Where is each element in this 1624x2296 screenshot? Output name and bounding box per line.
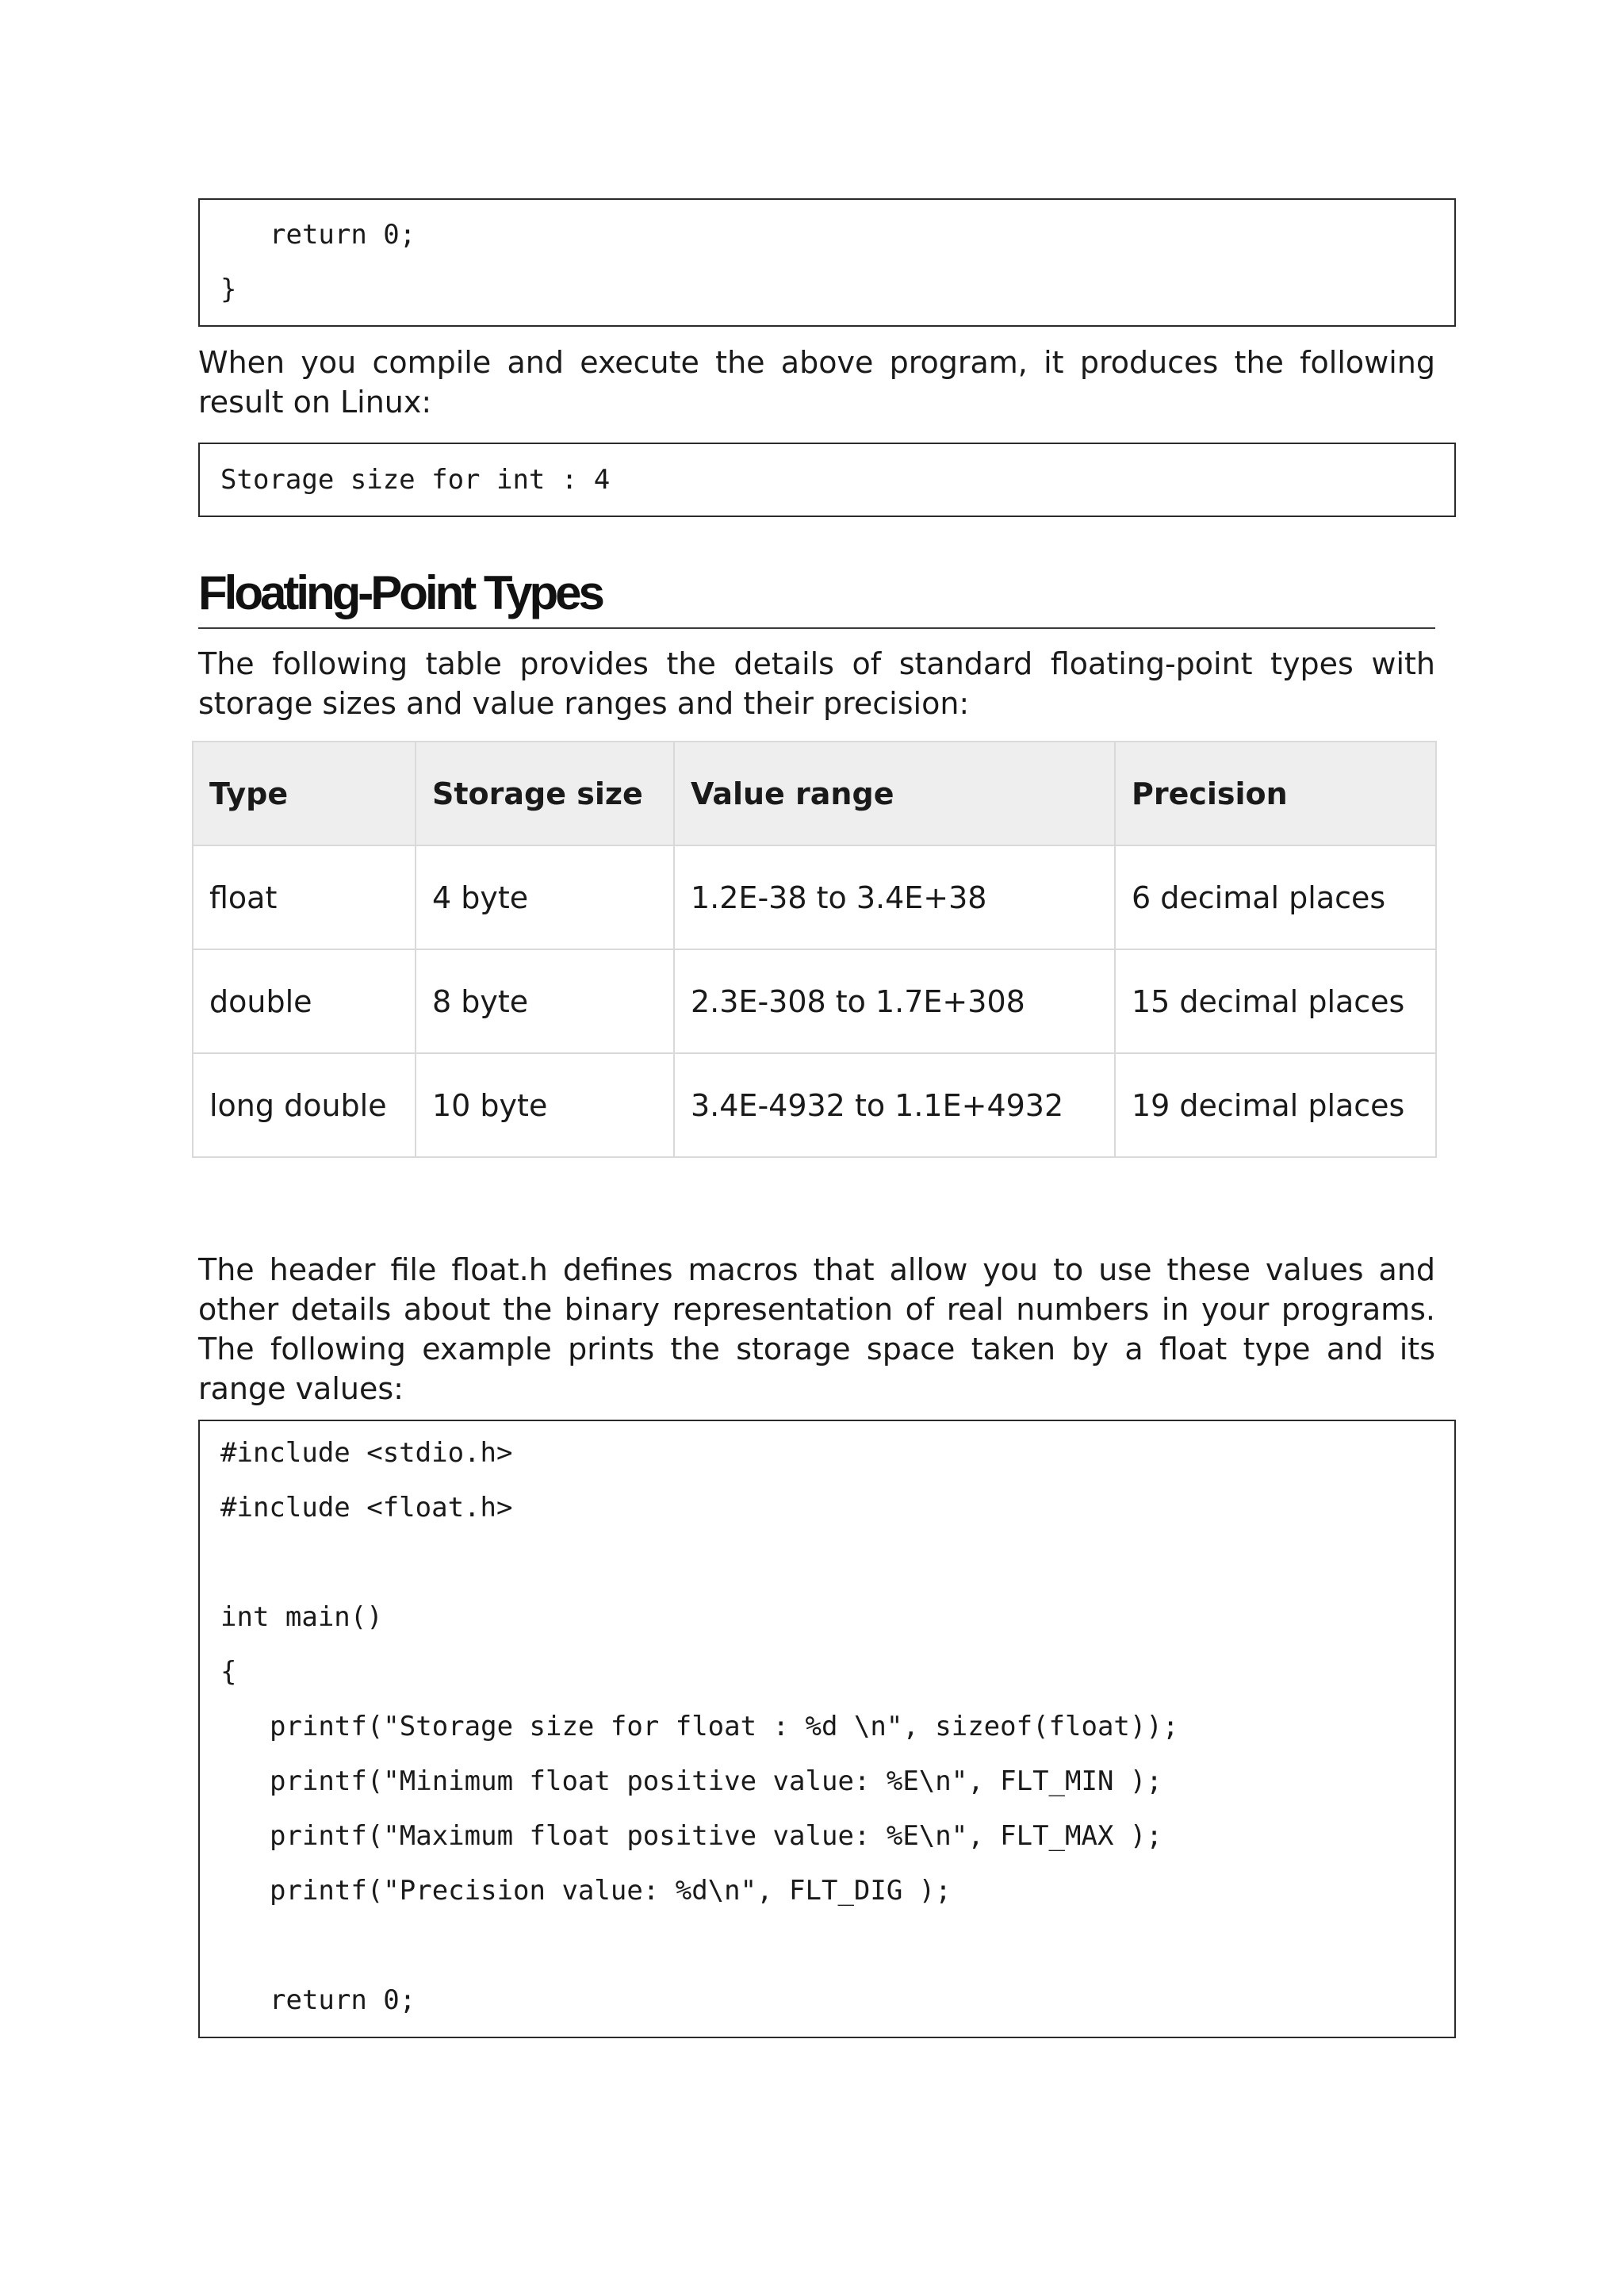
output-block <box>198 443 1456 517</box>
code-line: { <box>220 1656 237 1688</box>
code-line: return 0; <box>270 219 416 251</box>
cell-storage-size: 8 byte <box>416 949 674 1053</box>
header-precision: Precision <box>1115 742 1436 845</box>
cell-type: double <box>193 949 416 1053</box>
heading-rule <box>198 627 1435 629</box>
cell-precision: 19 decimal places <box>1115 1053 1436 1157</box>
paragraph-table-intro: The following table provides the details of standard floating-point types with storage sizes and value ranges and their precision: <box>198 646 1435 721</box>
cell-type: float <box>193 845 416 949</box>
code-line: printf("Minimum float positive value: %E\n", FLT_MIN ); <box>270 1765 1162 1797</box>
cell-value-range: 3.4E-4932 to 1.1E+4932 <box>674 1053 1115 1157</box>
code-line: return 0; <box>270 1984 416 2016</box>
table-row <box>193 949 1436 1053</box>
code-line: } <box>220 274 237 305</box>
paragraph-compile-result: When you compile and execute the above program, it produces the following result on Linux: <box>198 345 1435 420</box>
code-line: int main() <box>220 1601 383 1633</box>
output-line: Storage size for int : 4 <box>220 464 611 496</box>
cell-storage-size: 4 byte <box>416 845 674 949</box>
cell-storage-size: 10 byte <box>416 1053 674 1157</box>
header-type: Type <box>193 742 416 845</box>
code-block-top <box>198 198 1456 327</box>
cell-precision: 15 decimal places <box>1115 949 1436 1053</box>
code-line: printf("Maximum float positive value: %E\n", FLT_MAX ); <box>270 1820 1162 1852</box>
code-line: printf("Precision value: %d\n", FLT_DIG ); <box>270 1875 952 1907</box>
floating-point-types-table <box>192 741 1437 1158</box>
header-value-range: Value range <box>674 742 1115 845</box>
table-row <box>193 1053 1436 1157</box>
cell-type: long double <box>193 1053 416 1157</box>
cell-value-range: 1.2E-38 to 3.4E+38 <box>674 845 1115 949</box>
table-row <box>193 845 1436 949</box>
code-line: #include <float.h> <box>220 1492 513 1524</box>
section-heading: Floating-Point Types <box>198 566 602 619</box>
code-block-float-example <box>198 1420 1456 2038</box>
header-storage-size: Storage size <box>416 742 674 845</box>
code-line: #include <stdio.h> <box>220 1437 513 1469</box>
paragraph-float-h: The header file float.h defines macros that allow you to use these values and other details about the binary representation of real numbers in your programs. The following example prints the storage space taken by a float type and its range values: <box>198 1252 1435 1406</box>
table-header-row <box>193 742 1436 845</box>
cell-precision: 6 decimal places <box>1115 845 1436 949</box>
code-line: printf("Storage size for float : %d \n", sizeof(float)); <box>270 1711 1179 1742</box>
cell-value-range: 2.3E-308 to 1.7E+308 <box>674 949 1115 1053</box>
